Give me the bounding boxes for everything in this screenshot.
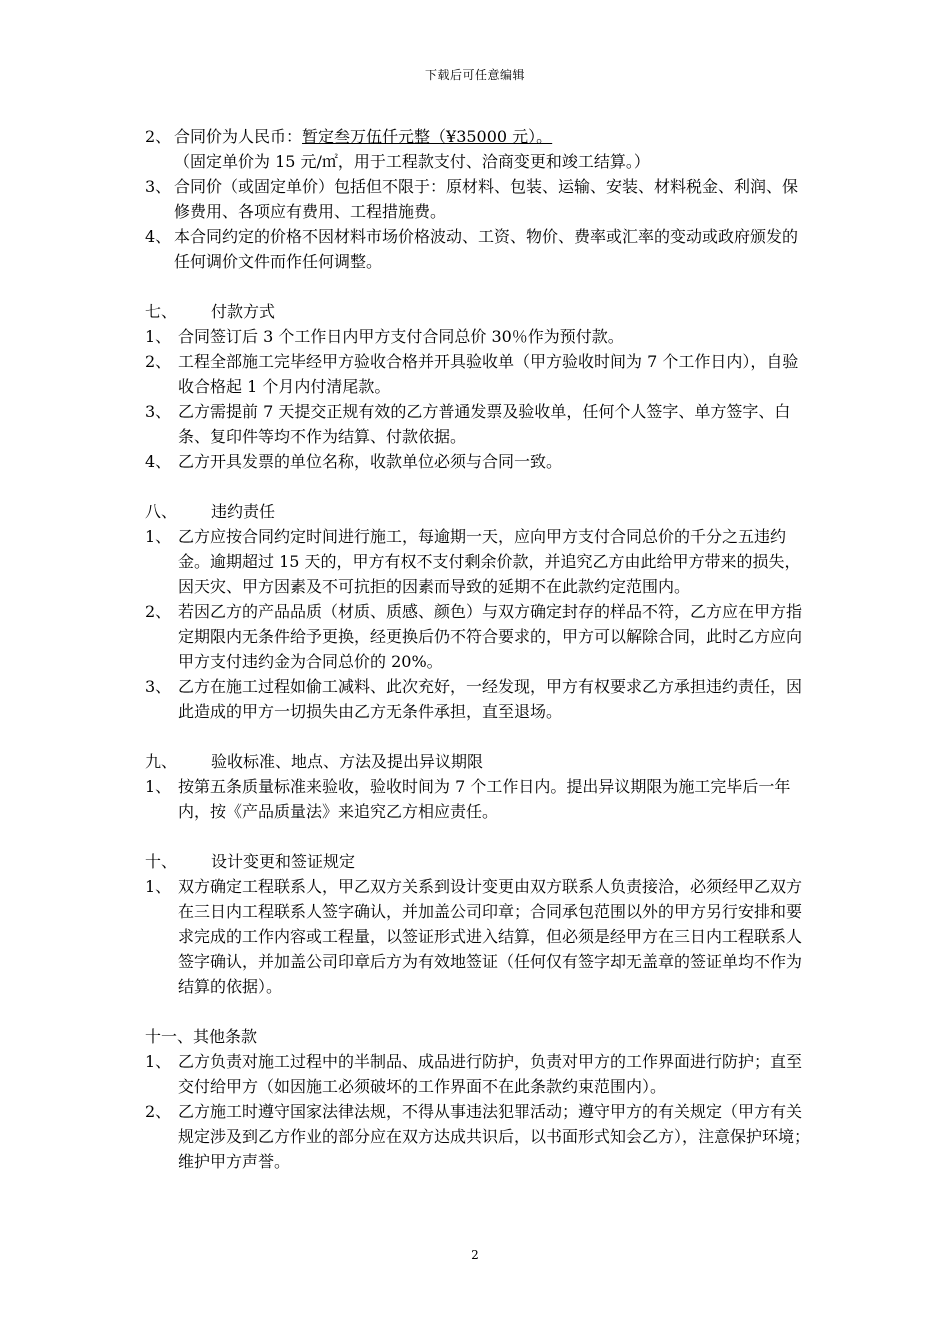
- section-number: 八、: [145, 502, 178, 521]
- clause-text: 乙方应按合同约定时间进行施工，每逾期一天，应向甲方支付合同总价的千分之五违约金。逾期超过 15 天的，甲方有权不支付剩余价款，并追究乙方由此给甲方带来的损失，因天灾、甲方因素及不可抗拒的因素而导致的延期不在此款约定范围内。: [178, 527, 801, 596]
- clause-number: 1、: [145, 327, 172, 346]
- payment-clause-2: [145, 349, 810, 399]
- page-header: 下载后可任意编辑: [424, 68, 525, 82]
- payment-clause-1: [145, 324, 810, 349]
- price-clause-2: [145, 124, 810, 149]
- section-heading-other: 十一、其他条款: [145, 1027, 258, 1046]
- clause-number: 1、: [145, 527, 172, 546]
- clause-number: 1、: [145, 777, 172, 796]
- clause-number: 4、: [145, 452, 172, 471]
- other-clause-2: [145, 1099, 810, 1174]
- clause-text: 合同价（或固定单价）包括但不限于：原材料、包装、运输、安装、材料税金、利润、保修费用、各项应有费用、工程措施费。: [174, 177, 799, 221]
- document-body: [145, 124, 810, 1174]
- clause-number: 4、: [145, 227, 172, 246]
- clause-text: 乙方需提前 7 天提交正规有效的乙方普通发票及验收单，任何个人签字、单方签字、白条、复印件等均不作为结算、付款依据。: [178, 402, 791, 446]
- section-heading-payment: [145, 299, 810, 324]
- payment-clause-4: [145, 449, 810, 474]
- clause-text: 工程全部施工完毕经甲方验收合格并开具验收单（甲方验收时间为 7 个工作日内），自验收合格起 1 个月内付清尾款。: [178, 352, 799, 396]
- acceptance-clause-1: [145, 774, 810, 824]
- section-number: 七、: [145, 302, 178, 321]
- clause-number: 1、: [145, 877, 172, 896]
- clause-text: 乙方施工时遵守国家法律法规，不得从事违法犯罪活动；遵守甲方的有关规定（甲方有关规定涉及到乙方作业的部分应在双方达成共识后，以书面形式知会乙方），注意保护环境；维护甲方声誉。: [178, 1102, 811, 1171]
- other-clause-1: [145, 1049, 810, 1099]
- clause-number: 2、: [145, 602, 172, 621]
- price-clause-4: [145, 224, 810, 274]
- liability-clause-3: [145, 674, 810, 724]
- clause-text: 双方确定工程联系人，甲乙双方关系到设计变更由双方联系人负责接洽，必须经甲乙双方在三日内工程联系人签字确认，并加盖公司印章；合同承包范围以外的甲方另行安排和要求完成的工作内容或工程量，以签证形式进入结算，但必须是经甲方在三日内工程联系人签字确认，并加盖公司印章后方为有效地签证（任何仅有签字却无盖章的签证单均不作为结算的依据）。: [178, 877, 803, 996]
- clause-number: 3、: [145, 177, 172, 196]
- page-number: 2: [471, 1248, 479, 1262]
- price-clause-3: [145, 174, 810, 224]
- clause-text: 本合同约定的价格不因材料市场价格波动、工资、物价、费率或汇率的变动或政府颁发的任何调价文件而作任何调整。: [174, 227, 799, 271]
- clause-number: 2、: [145, 127, 172, 146]
- design-change-clause-1: [145, 874, 810, 999]
- clause-number: 3、: [145, 402, 172, 421]
- unit-price-note: （固定单价为 15 元/㎡，用于工程款支付、洽商变更和竣工结算。）: [174, 152, 650, 171]
- section-title: 违约责任: [211, 502, 276, 521]
- clause-number: 3、: [145, 677, 172, 696]
- clause-text: 按第五条质量标准来验收，验收时间为 7 个工作日内。提出异议期限为施工完毕后一年内，按《产品质量法》来追究乙方相应责任。: [178, 777, 791, 821]
- clause-text: 合同签订后 3 个工作日内甲方支付合同总价 30％作为预付款。: [178, 327, 624, 346]
- clause-text: 若因乙方的产品品质（材质、质感、颜色）与双方确定封存的样品不符，乙方应在甲方指定期限内无条件给予更换，经更换后仍不符合要求的，甲方可以解除合同，此时乙方应向甲方支付违约金为合同总价的 20%。: [178, 602, 803, 671]
- section-title: 验收标准、地点、方法及提出异议期限: [211, 752, 484, 771]
- section-heading-design-change: [145, 849, 810, 874]
- liability-clause-2: [145, 599, 810, 674]
- section-heading-acceptance: [145, 749, 810, 774]
- clause-number: 2、: [145, 1102, 172, 1121]
- clause-text: 乙方开具发票的单位名称，收款单位必须与合同一致。: [178, 452, 563, 471]
- clause-text: 乙方在施工过程如偷工减料、此次充好，一经发现，甲方有权要求乙方承担违约责任，因此造成的甲方一切损失由乙方无条件承担，直至退场。: [178, 677, 803, 721]
- liability-clause-1: [145, 524, 810, 599]
- clause-text: 合同价为人民币：: [174, 127, 303, 146]
- clause-number: 1、: [145, 1052, 172, 1071]
- payment-clause-3: [145, 399, 810, 449]
- section-number: 十、: [145, 852, 178, 871]
- section-number: 九、: [145, 752, 178, 771]
- section-title: 付款方式: [211, 302, 276, 321]
- contract-price-amount: 暂定叁万伍仟元整（¥35000 元）。: [302, 127, 553, 146]
- clause-text: 乙方负责对施工过程中的半制品、成品进行防护，负责对甲方的工作界面进行防护；直至交付给甲方（如因施工必须破坏的工作界面不在此条款约束范围内）。: [178, 1052, 803, 1096]
- clause-number: 2、: [145, 352, 172, 371]
- section-heading-liability: [145, 499, 810, 524]
- section-title: 设计变更和签证规定: [211, 852, 356, 871]
